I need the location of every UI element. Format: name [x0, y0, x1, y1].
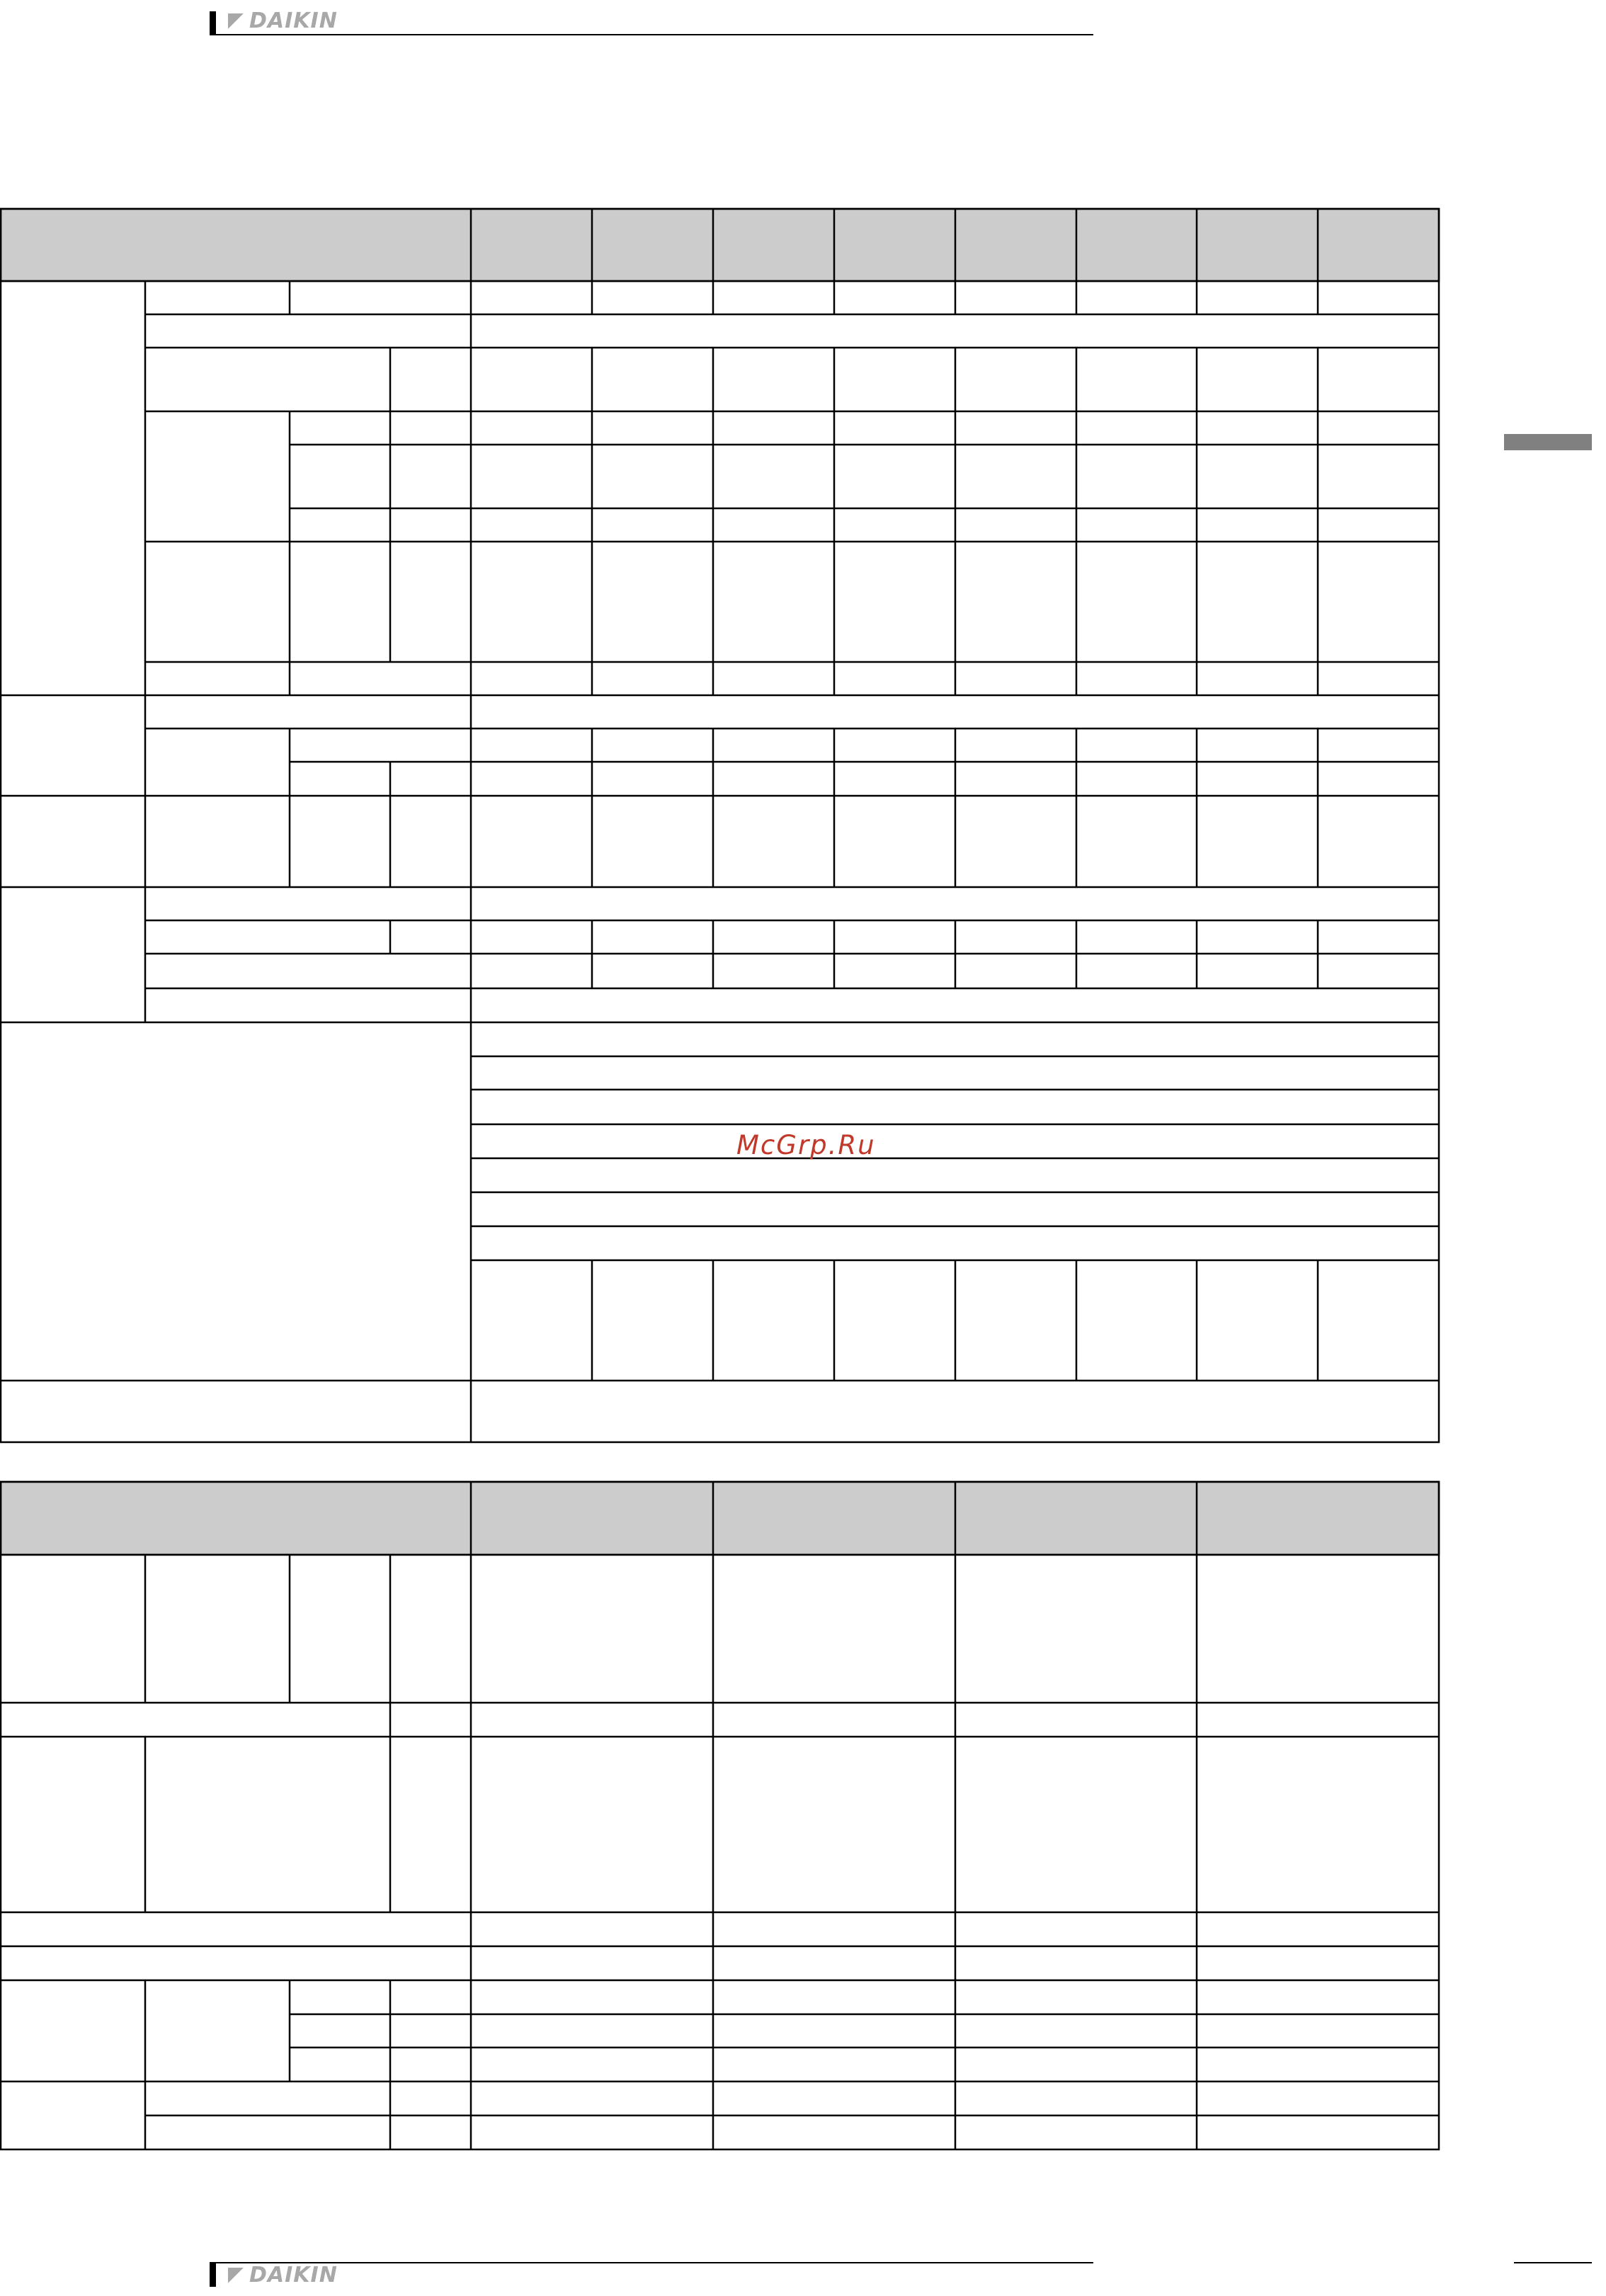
footer-rule — [210, 2262, 1093, 2263]
header-logo-text: DAIKIN — [249, 8, 338, 33]
header-logo — [228, 8, 338, 33]
footer-logo-text: DAIKIN — [249, 2263, 338, 2288]
daikin-logo-icon — [228, 2268, 246, 2283]
side-tab — [1504, 434, 1592, 450]
footer-bar — [210, 2263, 216, 2287]
daikin-logo-icon — [228, 13, 246, 29]
page-number-rule — [1514, 2262, 1592, 2263]
watermark: McGrp.Ru — [736, 1130, 876, 1160]
footer-logo — [228, 2263, 338, 2288]
header-bar — [210, 11, 216, 35]
header-rule — [210, 34, 1093, 35]
